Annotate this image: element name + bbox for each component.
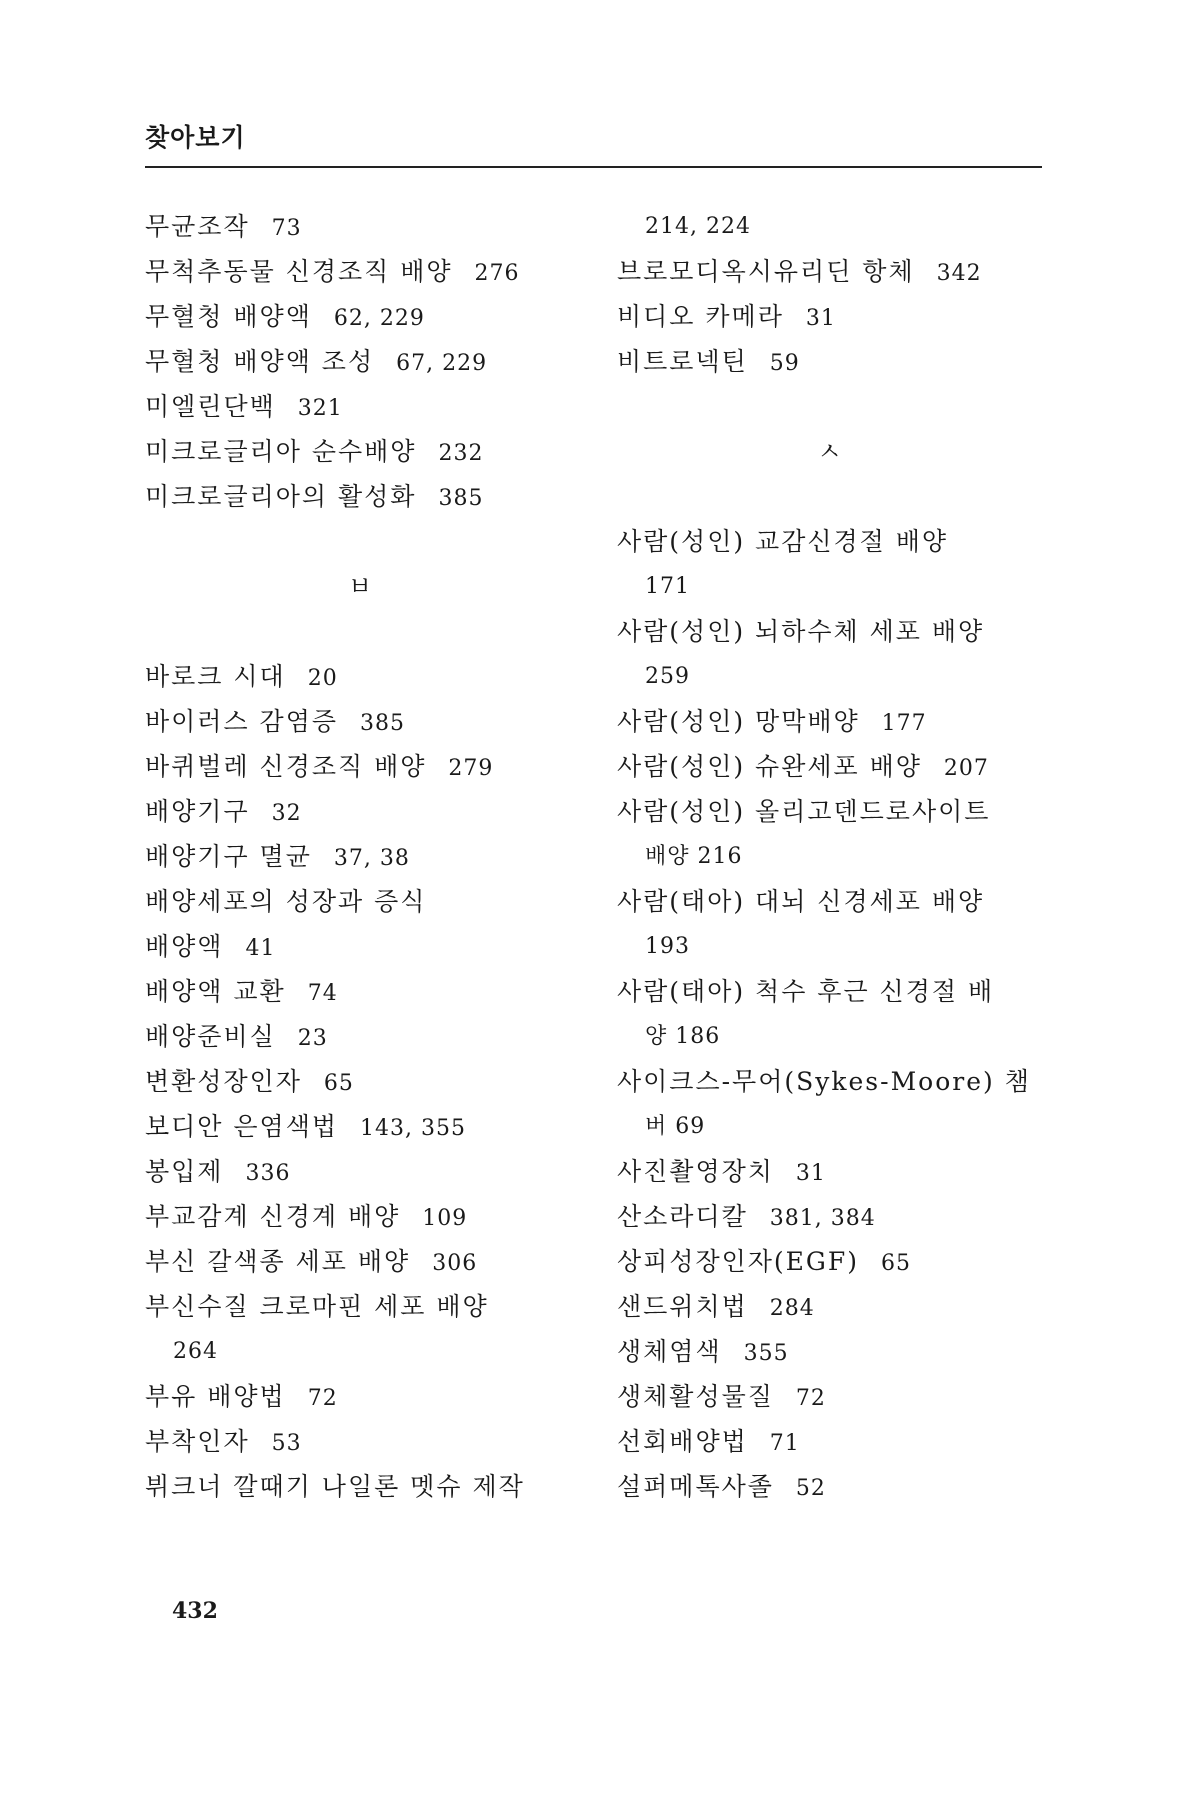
index-entry bbox=[145, 744, 575, 789]
index-term: 부신 갈색종 세포 배양 bbox=[145, 1247, 411, 1276]
index-entry: 사람(성인) 뇌하수체 세포 배양 bbox=[617, 617, 985, 646]
index-entry-continuation: 193 bbox=[645, 934, 690, 959]
index-entry bbox=[617, 339, 1042, 384]
index-term: 미크로글리아 순수배양 bbox=[145, 437, 417, 466]
section-heading-siot: ㅅ bbox=[817, 437, 842, 466]
index-entry bbox=[145, 1239, 575, 1284]
index-entry bbox=[617, 294, 1042, 339]
index-entry-continuation: 214, 224 bbox=[645, 214, 751, 239]
index-entry bbox=[145, 699, 575, 744]
index-pages: 109 bbox=[422, 1206, 468, 1231]
index-entry bbox=[617, 1284, 1042, 1329]
index-entry bbox=[145, 474, 575, 519]
index-pages: 67, 229 bbox=[396, 351, 488, 376]
left-column bbox=[145, 204, 575, 1509]
index-pages: 306 bbox=[432, 1251, 478, 1276]
index-term: 바퀴벌레 신경조직 배양 bbox=[145, 752, 427, 781]
index-pages: 53 bbox=[271, 1431, 302, 1456]
index-pages: 62, 229 bbox=[333, 306, 425, 331]
index-term: 브로모디옥시유리딘 항체 bbox=[617, 257, 915, 286]
index-entry bbox=[145, 969, 575, 1014]
index-entry: 사람(태아) 대뇌 신경세포 배양 bbox=[617, 887, 985, 916]
index-pages: 385 bbox=[360, 711, 405, 736]
index-entry bbox=[145, 834, 575, 879]
index-pages: 355 bbox=[743, 1341, 789, 1366]
index-term: 무혈청 배양액 bbox=[145, 302, 312, 331]
index-term: 상피성장인자(EGF) bbox=[617, 1247, 859, 1276]
index-entry bbox=[145, 1059, 575, 1104]
index-pages: 143, 355 bbox=[360, 1116, 466, 1141]
index-entry bbox=[145, 1419, 575, 1464]
index-term: 부교감계 신경계 배양 bbox=[145, 1202, 401, 1231]
index-term: 무혈청 배양액 조성 bbox=[145, 347, 375, 376]
index-entry bbox=[617, 249, 1042, 294]
index-entry: 사이크스-무어(Sykes-Moore) 챔 bbox=[617, 1067, 1031, 1096]
index-entry bbox=[145, 1104, 575, 1149]
index-pages: 20 bbox=[307, 666, 338, 691]
index-term: 부착인자 bbox=[145, 1427, 250, 1456]
index-pages: 279 bbox=[448, 756, 494, 781]
index-pages: 59 bbox=[769, 351, 800, 376]
index-term: 무균조작 bbox=[145, 212, 250, 241]
index-term: 바이러스 감염증 bbox=[145, 707, 338, 736]
index-pages: 321 bbox=[297, 396, 343, 421]
index-entry bbox=[145, 924, 575, 969]
index-term: 부신수질 크로마핀 세포 배양 bbox=[145, 1292, 489, 1321]
index-term: 선회배양법 bbox=[617, 1427, 748, 1456]
index-pages: 37, 38 bbox=[333, 846, 410, 871]
index-entry bbox=[617, 1239, 1042, 1284]
index-term: 미엘린단백 bbox=[145, 392, 276, 421]
index-entry bbox=[617, 1374, 1042, 1419]
index-term: 바로크 시대 bbox=[145, 662, 286, 691]
index-term: 설퍼메톡사졸 bbox=[617, 1472, 774, 1501]
index-term: 보디안 은염색법 bbox=[145, 1112, 338, 1141]
index-entry: 사람(성인) 망막배양 177 bbox=[617, 707, 927, 736]
index-pages: 342 bbox=[936, 261, 982, 286]
header-rule bbox=[145, 166, 1042, 168]
index-pages: 31 bbox=[795, 1161, 826, 1186]
index-pages: 385 bbox=[438, 486, 484, 511]
index-term: 생체활성물질 bbox=[617, 1382, 774, 1411]
index-pages: 232 bbox=[438, 441, 484, 466]
index-entry bbox=[145, 789, 575, 834]
index-entry bbox=[145, 1194, 575, 1239]
index-entry: 사람(성인) 슈완세포 배양 207 bbox=[617, 752, 989, 781]
index-pages: 41 bbox=[245, 936, 276, 961]
index-term: 비디오 카메라 bbox=[617, 302, 784, 331]
index-entry bbox=[617, 1419, 1042, 1464]
index-entry bbox=[617, 1194, 1042, 1239]
index-entry: 사람(성인) 교감신경절 배양 bbox=[617, 527, 949, 556]
index-term: 생체염색 bbox=[617, 1337, 722, 1366]
index-pages: 72 bbox=[795, 1386, 826, 1411]
index-entry bbox=[145, 1374, 575, 1419]
index-term: 배양액 교환 bbox=[145, 977, 286, 1006]
index-term: 뷔크너 깔때기 나일론 멧슈 제작 bbox=[145, 1472, 525, 1501]
index-pages: 65 bbox=[880, 1251, 911, 1276]
index-entry-continuation: 양 186 bbox=[645, 1024, 721, 1049]
index-pages: 71 bbox=[769, 1431, 800, 1456]
right-column bbox=[617, 204, 1042, 1509]
index-term: 비트로넥틴 bbox=[617, 347, 748, 376]
index-term: 배양준비실 bbox=[145, 1022, 276, 1051]
index-entry-continuation: 259 bbox=[645, 664, 690, 689]
index-entry bbox=[617, 1329, 1042, 1374]
page-number: 432 bbox=[172, 1598, 218, 1624]
section-heading-bieup: ㅂ bbox=[347, 572, 373, 601]
index-entry bbox=[145, 654, 575, 699]
index-entry-continuation: 264 bbox=[173, 1339, 218, 1364]
index-term: 무척추동물 신경조직 배양 bbox=[145, 257, 453, 286]
index-pages: 65 bbox=[323, 1071, 354, 1096]
index-term: 배양세포의 성장과 증식 bbox=[145, 887, 427, 916]
index-term: 산소라디칼 bbox=[617, 1202, 748, 1231]
index-entry-continuation: 버 69 bbox=[645, 1114, 706, 1139]
index-entry bbox=[617, 1149, 1042, 1194]
index-entry-continuation: 배양 216 bbox=[645, 844, 743, 869]
index-pages: 73 bbox=[271, 216, 302, 241]
index-term: 미크로글리아의 활성화 bbox=[145, 482, 417, 511]
index-term: 변환성장인자 bbox=[145, 1067, 302, 1096]
index-pages: 276 bbox=[474, 261, 520, 286]
index-pages: 74 bbox=[307, 981, 338, 1006]
index-entry bbox=[145, 1149, 575, 1194]
index-entry bbox=[145, 339, 575, 384]
index-entry bbox=[145, 1464, 575, 1509]
index-entry bbox=[145, 429, 575, 474]
index-term: 봉입제 bbox=[145, 1157, 224, 1186]
index-entry bbox=[145, 249, 575, 294]
index-entry bbox=[145, 384, 575, 429]
index-entry bbox=[145, 1014, 575, 1059]
index-pages: 32 bbox=[271, 801, 302, 826]
index-pages: 336 bbox=[245, 1161, 291, 1186]
page-header-title: 찾아보기 bbox=[145, 123, 246, 152]
index-term: 부유 배양법 bbox=[145, 1382, 286, 1411]
index-entry-continuation: 171 bbox=[645, 574, 690, 599]
index-term: 배양기구 멸균 bbox=[145, 842, 312, 871]
index-entry bbox=[145, 294, 575, 339]
index-entry bbox=[145, 879, 575, 924]
index-term: 배양액 bbox=[145, 932, 224, 961]
index-entry bbox=[145, 1284, 575, 1329]
index-entry bbox=[617, 1464, 1042, 1509]
index-term: 사진촬영장치 bbox=[617, 1157, 774, 1186]
index-pages: 284 bbox=[769, 1296, 815, 1321]
index-pages: 23 bbox=[297, 1026, 328, 1051]
index-pages: 381, 384 bbox=[769, 1206, 876, 1231]
index-pages: 52 bbox=[795, 1476, 826, 1501]
index-pages: 31 bbox=[805, 306, 836, 331]
index-entry bbox=[145, 204, 575, 249]
index-term: 샌드위치법 bbox=[617, 1292, 748, 1321]
index-entry: 사람(태아) 척수 후근 신경절 배 bbox=[617, 977, 995, 1006]
index-term: 배양기구 bbox=[145, 797, 250, 826]
index-pages: 72 bbox=[307, 1386, 338, 1411]
index-entry: 사람(성인) 올리고덴드로사이트 bbox=[617, 797, 991, 826]
